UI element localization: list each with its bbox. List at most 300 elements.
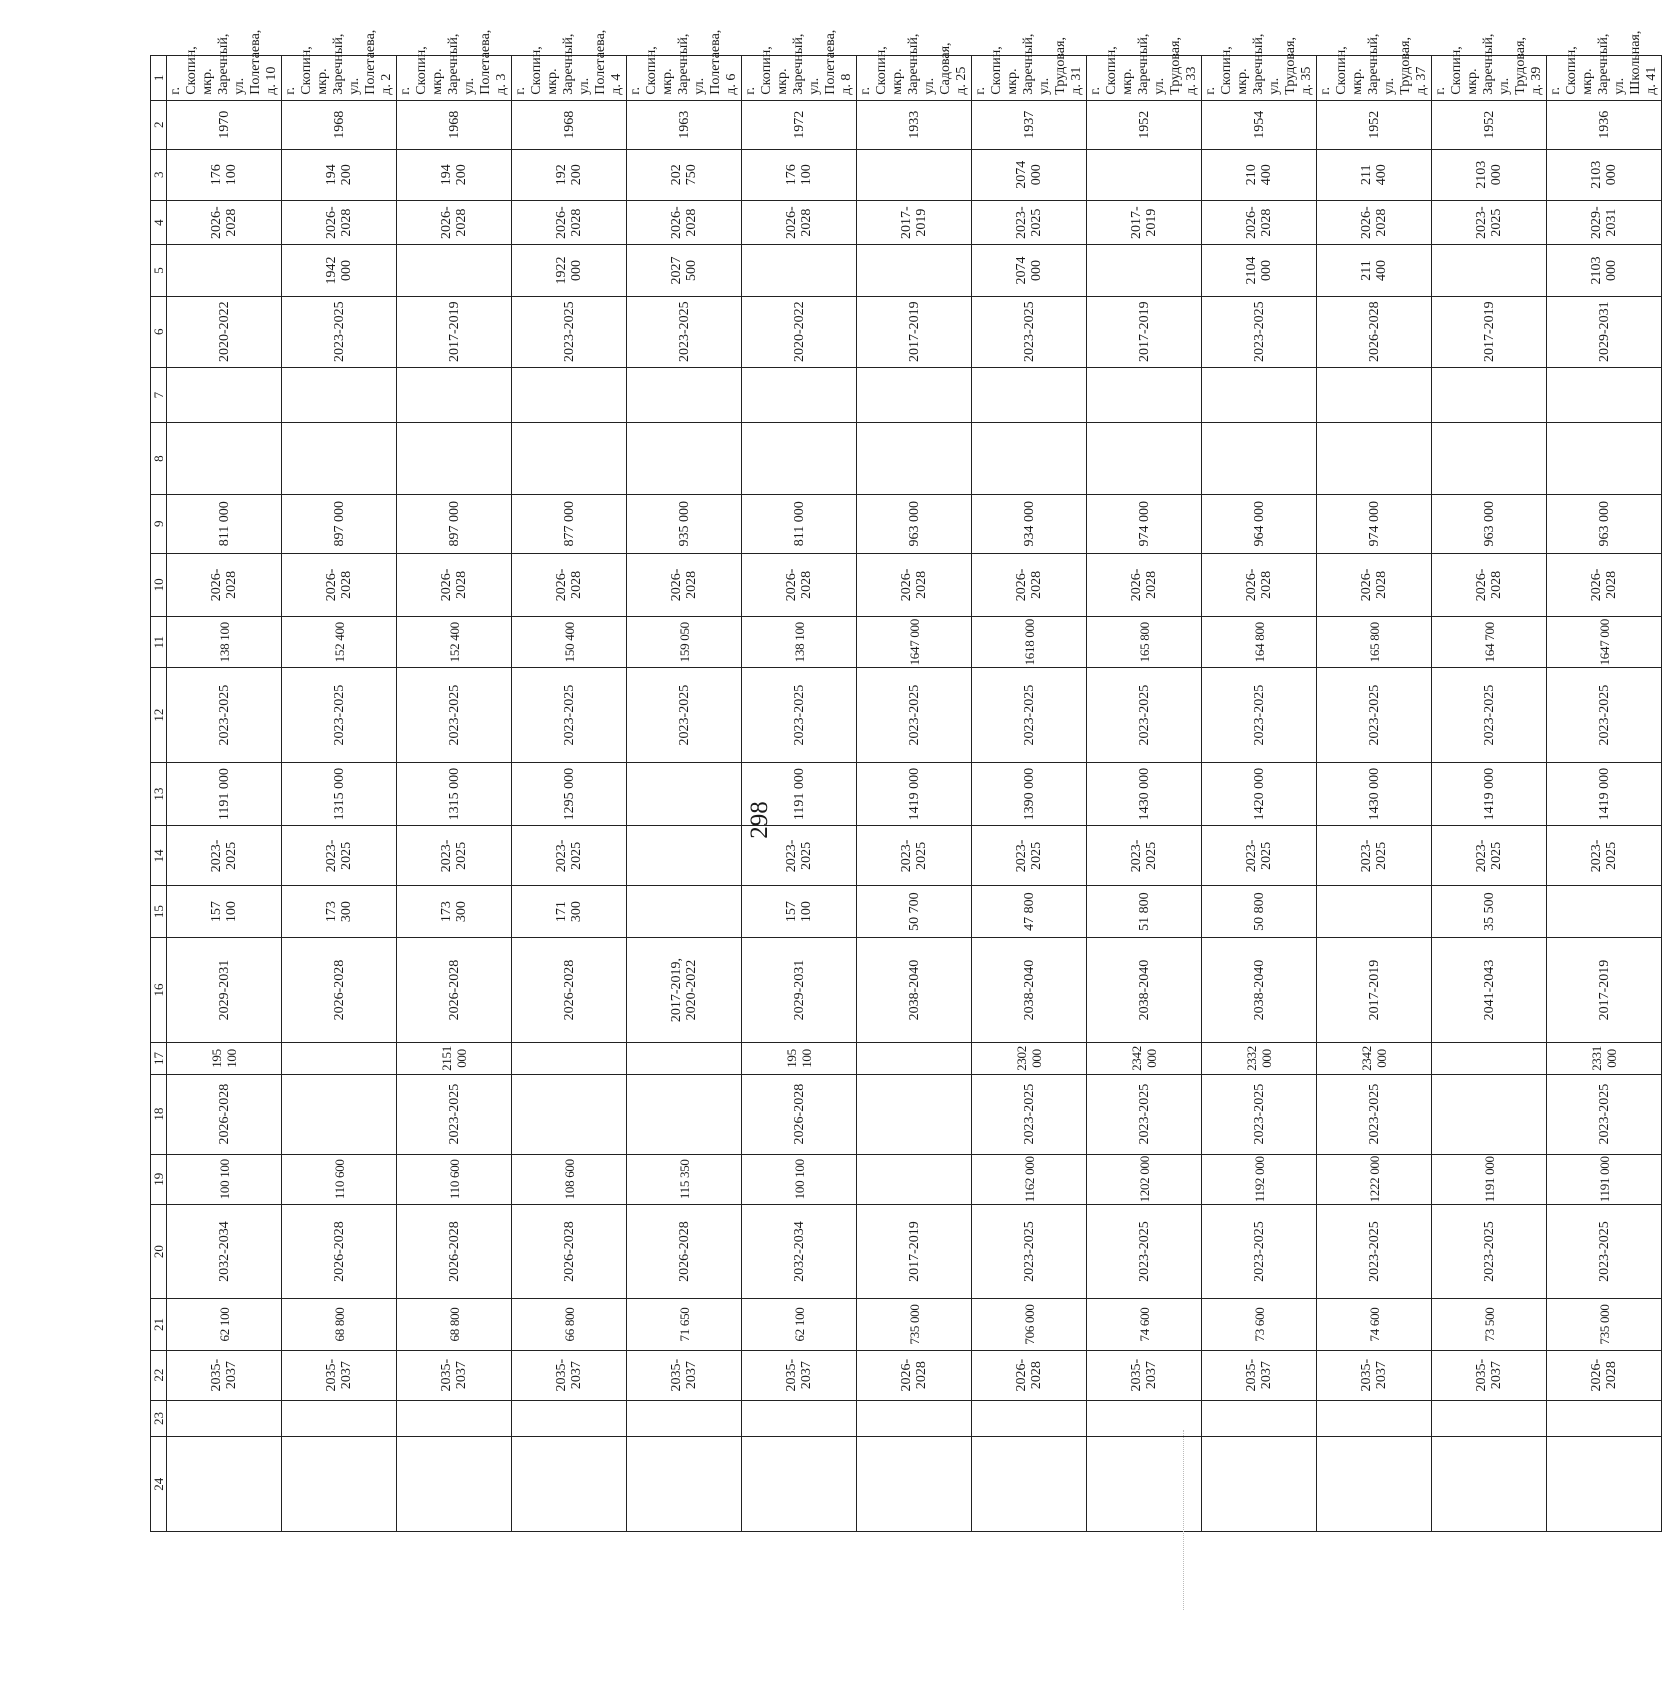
column-number: 19	[151, 1154, 167, 1204]
cell-col-13: 1430 000	[1087, 762, 1202, 825]
cell-col-4: 2026-2028	[627, 200, 742, 245]
cell-col-4: 2026-2028	[282, 200, 397, 245]
cell-col-10: 2026-2028	[742, 553, 857, 616]
cell-col-23	[1202, 1400, 1317, 1437]
cell-col-11: 165 800	[1317, 617, 1432, 668]
cell-col-21: 68 800	[282, 1299, 397, 1350]
cell-col-14: 2023-2025	[1432, 826, 1547, 886]
cell-col-6: 2023-2025	[282, 296, 397, 367]
cell-col-13	[627, 762, 742, 825]
cell-col-24	[512, 1437, 627, 1532]
cell-col-5	[742, 245, 857, 296]
cell-col-3: 192 200	[512, 149, 627, 200]
table-row	[742, 56, 857, 1532]
column-number: 1	[151, 56, 167, 101]
cell-col-22: 2035-2037	[1317, 1350, 1432, 1400]
cell-col-24	[742, 1437, 857, 1532]
cell-col-10: 2026-2028	[627, 553, 742, 616]
cell-col-13: 1419 000	[1547, 762, 1662, 825]
cell-col-17: 2331 000	[1547, 1043, 1662, 1074]
cell-col-10: 2026-2028	[1317, 553, 1432, 616]
column-number: 10	[151, 553, 167, 616]
cell-col-2: 1937	[972, 100, 1087, 149]
cell-col-20: 2026-2028	[282, 1204, 397, 1299]
cell-col-12: 2023-2025	[1547, 668, 1662, 763]
cell-col-18: 2023-2025	[1317, 1074, 1432, 1154]
cell-col-2: 1968	[512, 100, 627, 149]
cell-col-16: 2029-2031	[167, 937, 282, 1043]
cell-col-5	[1087, 245, 1202, 296]
cell-col-24	[972, 1437, 1087, 1532]
cell-col-13: 1430 000	[1317, 762, 1432, 825]
cell-col-20: 2023-2025	[1547, 1204, 1662, 1299]
cell-col-11: 150 400	[512, 617, 627, 668]
cell-col-8	[857, 423, 972, 494]
cell-col-16: 2038-2040	[1087, 937, 1202, 1043]
cell-col-6: 2023-2025	[1202, 296, 1317, 367]
cell-col-6: 2023-2025	[627, 296, 742, 367]
cell-col-6: 2017-2019	[397, 296, 512, 367]
cell-col-16: 2017-2019	[1317, 937, 1432, 1043]
cell-col-3: 211 400	[1317, 149, 1432, 200]
cell-col-8	[972, 423, 1087, 494]
cell-col-2: 1952	[1432, 100, 1547, 149]
cell-col-11: 1647 000	[857, 617, 972, 668]
cell-col-20: 2032-2034	[742, 1204, 857, 1299]
column-number: 4	[151, 200, 167, 245]
cell-col-17	[1432, 1043, 1547, 1074]
cell-col-5: 1942 000	[282, 245, 397, 296]
cell-col-9: 974 000	[1087, 494, 1202, 553]
table-row	[1317, 56, 1432, 1532]
cell-col-7	[742, 367, 857, 423]
cell-col-11: 138 100	[167, 617, 282, 668]
cell-col-3: 176 100	[167, 149, 282, 200]
table-row	[282, 56, 397, 1532]
cell-col-11: 152 400	[282, 617, 397, 668]
cell-col-19: 1202 000	[1087, 1154, 1202, 1204]
column-number: 15	[151, 886, 167, 937]
cell-col-12: 2023-2025	[857, 668, 972, 763]
cell-col-12: 2023-2025	[167, 668, 282, 763]
column-number: 12	[151, 668, 167, 763]
cell-col-20: 2023-2025	[1317, 1204, 1432, 1299]
cell-col-8	[167, 423, 282, 494]
address-cell: г. Скопин, мкр. Заречный, ул. Школьная, д. 41	[1547, 56, 1662, 101]
cell-col-13: 1315 000	[282, 762, 397, 825]
rotated-table-container	[150, 29, 1659, 1532]
address-cell: г. Скопин, мкр. Заречный, ул. Полетаева, д. 8	[742, 56, 857, 101]
cell-col-13: 1419 000	[1432, 762, 1547, 825]
column-number: 21	[151, 1299, 167, 1350]
cell-col-9: 963 000	[1547, 494, 1662, 553]
address-cell: г. Скопин, мкр. Заречный, ул. Полетаева, д. 4	[512, 56, 627, 101]
cell-col-23	[167, 1400, 282, 1437]
cell-col-19: 1191 000	[1547, 1154, 1662, 1204]
cell-col-23	[282, 1400, 397, 1437]
cell-col-12: 2023-2025	[742, 668, 857, 763]
cell-col-6: 2026-2028	[1317, 296, 1432, 367]
column-number: 23	[151, 1400, 167, 1437]
cell-col-4: 2026-2028	[512, 200, 627, 245]
cell-col-8	[397, 423, 512, 494]
cell-col-8	[1087, 423, 1202, 494]
cell-col-22: 2035-2037	[627, 1350, 742, 1400]
cell-col-16: 2038-2040	[1202, 937, 1317, 1043]
cell-col-14: 2023-2025	[1547, 826, 1662, 886]
cell-col-24	[282, 1437, 397, 1532]
cell-col-21: 73 600	[1202, 1299, 1317, 1350]
column-number: 16	[151, 937, 167, 1043]
cell-col-18: 2023-2025	[397, 1074, 512, 1154]
cell-col-7	[512, 367, 627, 423]
cell-col-21: 73 500	[1432, 1299, 1547, 1350]
cell-col-24	[397, 1437, 512, 1532]
column-number: 6	[151, 296, 167, 367]
cell-col-8	[1317, 423, 1432, 494]
cell-col-11: 138 100	[742, 617, 857, 668]
cell-col-22: 2035-2037	[397, 1350, 512, 1400]
column-number: 17	[151, 1043, 167, 1074]
column-number: 2	[151, 100, 167, 149]
address-cell: г. Скопин, мкр. Заречный, ул. Трудовая, д. 39	[1432, 56, 1547, 101]
cell-col-15: 35 500	[1432, 886, 1547, 937]
cell-col-22: 2035-2037	[282, 1350, 397, 1400]
cell-col-18: 2023-2025	[1087, 1074, 1202, 1154]
cell-col-12: 2023-2025	[1317, 668, 1432, 763]
cell-col-19: 110 600	[397, 1154, 512, 1204]
cell-col-3: 210 400	[1202, 149, 1317, 200]
cell-col-15: 50 800	[1202, 886, 1317, 937]
cell-col-3	[1087, 149, 1202, 200]
cell-col-22: 2035-2037	[1202, 1350, 1317, 1400]
cell-col-6: 2023-2025	[972, 296, 1087, 367]
cell-col-20: 2017-2019	[857, 1204, 972, 1299]
cell-col-21: 706 000	[972, 1299, 1087, 1350]
cell-col-11: 159 050	[627, 617, 742, 668]
cell-col-22: 2026-2028	[857, 1350, 972, 1400]
cell-col-14: 2023-2025	[397, 826, 512, 886]
cell-col-17: 195 100	[742, 1043, 857, 1074]
cell-col-5: 2103 000	[1547, 245, 1662, 296]
cell-col-8	[1432, 423, 1547, 494]
cell-col-2: 1968	[282, 100, 397, 149]
column-number: 13	[151, 762, 167, 825]
cell-col-17	[857, 1043, 972, 1074]
cell-col-6: 2020-2022	[742, 296, 857, 367]
cell-col-12: 2023-2025	[397, 668, 512, 763]
cell-col-16: 2029-2031	[742, 937, 857, 1043]
cell-col-18: 2023-2025	[1202, 1074, 1317, 1154]
cell-col-20: 2023-2025	[972, 1204, 1087, 1299]
cell-col-4: 2017-2019	[857, 200, 972, 245]
cell-col-4: 2023-2025	[1432, 200, 1547, 245]
cell-col-19: 108 600	[512, 1154, 627, 1204]
cell-col-6: 2020-2022	[167, 296, 282, 367]
address-cell: г. Скопин, мкр. Заречный, ул. Трудовая, д. 37	[1317, 56, 1432, 101]
column-number: 22	[151, 1350, 167, 1400]
cell-col-19: 100 100	[742, 1154, 857, 1204]
table-row	[512, 56, 627, 1532]
cell-col-12: 2023-2025	[282, 668, 397, 763]
cell-col-8	[627, 423, 742, 494]
cell-col-21: 62 100	[742, 1299, 857, 1350]
column-number: 18	[151, 1074, 167, 1154]
cell-col-20: 2026-2028	[627, 1204, 742, 1299]
cell-col-21: 62 100	[167, 1299, 282, 1350]
cell-col-2: 1952	[1317, 100, 1432, 149]
cell-col-4: 2029-2031	[1547, 200, 1662, 245]
cell-col-7	[857, 367, 972, 423]
cell-col-9: 811 000	[167, 494, 282, 553]
cell-col-22: 2035-2037	[742, 1350, 857, 1400]
cell-col-7	[1317, 367, 1432, 423]
cell-col-10: 2026-2028	[1202, 553, 1317, 616]
cell-col-21: 74 600	[1317, 1299, 1432, 1350]
cell-col-19: 100 100	[167, 1154, 282, 1204]
cell-col-11: 165 800	[1087, 617, 1202, 668]
cell-col-24	[1547, 1437, 1662, 1532]
cell-col-7	[1432, 367, 1547, 423]
cell-col-5: 2104 000	[1202, 245, 1317, 296]
cell-col-4: 2017-2019	[1087, 200, 1202, 245]
cell-col-17	[282, 1043, 397, 1074]
cell-col-23	[972, 1400, 1087, 1437]
cell-col-12: 2023-2025	[972, 668, 1087, 763]
cell-col-15: 171 300	[512, 886, 627, 937]
cell-col-18: 2026-2028	[167, 1074, 282, 1154]
cell-col-14: 2023-2025	[1087, 826, 1202, 886]
cell-col-24	[1317, 1437, 1432, 1532]
cell-col-2: 1936	[1547, 100, 1662, 149]
cell-col-9: 963 000	[1432, 494, 1547, 553]
cell-col-9: 935 000	[627, 494, 742, 553]
cell-col-10: 2026-2028	[972, 553, 1087, 616]
cell-col-9: 897 000	[282, 494, 397, 553]
cell-col-10: 2026-2028	[857, 553, 972, 616]
cell-col-12: 2023-2025	[1087, 668, 1202, 763]
cell-col-5	[167, 245, 282, 296]
cell-col-23	[857, 1400, 972, 1437]
cell-col-14: 2023-2025	[512, 826, 627, 886]
table-row	[1547, 56, 1662, 1532]
cell-col-9: 934 000	[972, 494, 1087, 553]
cell-col-15: 173 300	[282, 886, 397, 937]
cell-col-20: 2023-2025	[1202, 1204, 1317, 1299]
column-number: 3	[151, 149, 167, 200]
cell-col-8	[1547, 423, 1662, 494]
cell-col-16: 2026-2028	[397, 937, 512, 1043]
cell-col-21: 735 000	[857, 1299, 972, 1350]
cell-col-2: 1968	[397, 100, 512, 149]
cell-col-22: 2026-2028	[1547, 1350, 1662, 1400]
cell-col-22: 2035-2037	[167, 1350, 282, 1400]
cell-col-2: 1963	[627, 100, 742, 149]
cell-col-13: 1419 000	[857, 762, 972, 825]
cell-col-19: 1222 000	[1317, 1154, 1432, 1204]
cell-col-18: 2026-2028	[742, 1074, 857, 1154]
cell-col-17: 195 100	[167, 1043, 282, 1074]
cell-col-2: 1933	[857, 100, 972, 149]
cell-col-23	[512, 1400, 627, 1437]
cell-col-9: 964 000	[1202, 494, 1317, 553]
cell-col-3: 176 100	[742, 149, 857, 200]
cell-col-16: 2041-2043	[1432, 937, 1547, 1043]
cell-col-11: 164 700	[1432, 617, 1547, 668]
cell-col-5: 2027 500	[627, 245, 742, 296]
cell-col-22: 2026-2028	[972, 1350, 1087, 1400]
cell-col-17	[512, 1043, 627, 1074]
cell-col-15: 157 100	[167, 886, 282, 937]
cell-col-22: 2035-2037	[1432, 1350, 1547, 1400]
cell-col-14: 2023-2025	[1202, 826, 1317, 886]
cell-col-4: 2023-2025	[972, 200, 1087, 245]
cell-col-8	[742, 423, 857, 494]
cell-col-23	[1432, 1400, 1547, 1437]
cell-col-12: 2023-2025	[512, 668, 627, 763]
cell-col-20: 2023-2025	[1087, 1204, 1202, 1299]
cell-col-20: 2023-2025	[1432, 1204, 1547, 1299]
cell-col-6: 2029-2031	[1547, 296, 1662, 367]
cell-col-10: 2026-2028	[512, 553, 627, 616]
cell-col-16: 2017-2019, 2020-2022	[627, 937, 742, 1043]
cell-col-5: 2074 000	[972, 245, 1087, 296]
cell-col-10: 2026-2028	[397, 553, 512, 616]
cell-col-10: 2026-2028	[167, 553, 282, 616]
cell-col-7	[1087, 367, 1202, 423]
data-table	[150, 29, 1662, 1532]
cell-col-17: 2342 000	[1317, 1043, 1432, 1074]
cell-col-21: 68 800	[397, 1299, 512, 1350]
cell-col-15: 173 300	[397, 886, 512, 937]
cell-col-7	[1547, 367, 1662, 423]
cell-col-22: 2035-2037	[512, 1350, 627, 1400]
address-cell: г. Скопин, мкр. Заречный, ул. Трудовая, д. 31	[972, 56, 1087, 101]
cell-col-3: 2074 000	[972, 149, 1087, 200]
cell-col-21: 74 600	[1087, 1299, 1202, 1350]
column-number: 8	[151, 423, 167, 494]
cell-col-17: 2151 000	[397, 1043, 512, 1074]
cell-col-14: 2023-2025	[282, 826, 397, 886]
cell-col-14	[627, 826, 742, 886]
cell-col-12: 2023-2025	[1202, 668, 1317, 763]
cell-col-10: 2026-2028	[1432, 553, 1547, 616]
cell-col-17: 2332 000	[1202, 1043, 1317, 1074]
cell-col-16: 2026-2028	[282, 937, 397, 1043]
column-number: 7	[151, 367, 167, 423]
cell-col-11: 164 800	[1202, 617, 1317, 668]
cell-col-2: 1952	[1087, 100, 1202, 149]
cell-col-7	[972, 367, 1087, 423]
cell-col-9: 963 000	[857, 494, 972, 553]
cell-col-21: 71 650	[627, 1299, 742, 1350]
cell-col-17	[627, 1043, 742, 1074]
cell-col-16: 2038-2040	[857, 937, 972, 1043]
address-cell: г. Скопин, мкр. Заречный, ул. Полетаева, д. 6	[627, 56, 742, 101]
cell-col-15	[1317, 886, 1432, 937]
cell-col-15: 50 700	[857, 886, 972, 937]
cell-col-18	[512, 1074, 627, 1154]
cell-col-4: 2026-2028	[167, 200, 282, 245]
cell-col-16: 2026-2028	[512, 937, 627, 1043]
cell-col-2: 1954	[1202, 100, 1317, 149]
address-cell: г. Скопин, мкр. Заречный, ул. Полетаева, д. 3	[397, 56, 512, 101]
column-number: 14	[151, 826, 167, 886]
cell-col-9: 811 000	[742, 494, 857, 553]
cell-col-18	[282, 1074, 397, 1154]
address-cell: г. Скопин, мкр. Заречный, ул. Трудовая, д. 33	[1087, 56, 1202, 101]
table-row	[972, 56, 1087, 1532]
cell-col-10: 2026-2028	[282, 553, 397, 616]
cell-col-20: 2026-2028	[512, 1204, 627, 1299]
cell-col-17: 2302 000	[972, 1043, 1087, 1074]
cell-col-2: 1972	[742, 100, 857, 149]
column-number: 9	[151, 494, 167, 553]
header-row	[151, 56, 167, 1532]
cell-col-6: 2017-2019	[857, 296, 972, 367]
page-number: 298	[746, 801, 773, 839]
cell-col-4: 2026-2028	[742, 200, 857, 245]
cell-col-15: 51 800	[1087, 886, 1202, 937]
cell-col-7	[167, 367, 282, 423]
cell-col-6: 2023-2025	[512, 296, 627, 367]
cell-col-18	[1432, 1074, 1547, 1154]
cell-col-2: 1970	[167, 100, 282, 149]
cell-col-14: 2023-2025	[857, 826, 972, 886]
cell-col-7	[627, 367, 742, 423]
cell-col-11: 152 400	[397, 617, 512, 668]
cell-col-8	[282, 423, 397, 494]
cell-col-14: 2023-2025	[167, 826, 282, 886]
cell-col-21: 735 000	[1547, 1299, 1662, 1350]
cell-col-13: 1191 000	[742, 762, 857, 825]
column-number: 11	[151, 617, 167, 668]
cell-col-17: 2342 000	[1087, 1043, 1202, 1074]
table-row	[857, 56, 972, 1532]
cell-col-23	[397, 1400, 512, 1437]
cell-col-5: 211 400	[1317, 245, 1432, 296]
cell-col-14: 2023-2025	[1317, 826, 1432, 886]
cell-col-18	[857, 1074, 972, 1154]
cell-col-19: 115 350	[627, 1154, 742, 1204]
cell-col-8	[512, 423, 627, 494]
cell-col-19: 1191 000	[1432, 1154, 1547, 1204]
cell-col-3: 194 200	[397, 149, 512, 200]
address-cell: г. Скопин, мкр. Заречный, ул. Садовая, д. 25	[857, 56, 972, 101]
cell-col-18	[627, 1074, 742, 1154]
cell-col-24	[857, 1437, 972, 1532]
cell-col-15: 47 800	[972, 886, 1087, 937]
cell-col-24	[1202, 1437, 1317, 1532]
cell-col-13: 1191 000	[167, 762, 282, 825]
cell-col-19	[857, 1154, 972, 1204]
cell-col-3	[857, 149, 972, 200]
cell-col-13: 1295 000	[512, 762, 627, 825]
cell-col-23	[1317, 1400, 1432, 1437]
address-cell: г. Скопин, мкр. Заречный, ул. Полетаева, д. 10	[167, 56, 282, 101]
cell-col-7	[282, 367, 397, 423]
table-row	[397, 56, 512, 1532]
cell-col-21: 66 800	[512, 1299, 627, 1350]
table-row	[1202, 56, 1317, 1532]
cell-col-3: 2103 000	[1432, 149, 1547, 200]
cell-col-4: 2026-2028	[397, 200, 512, 245]
cell-col-20: 2026-2028	[397, 1204, 512, 1299]
cell-col-9: 877 000	[512, 494, 627, 553]
cell-col-19: 1162 000	[972, 1154, 1087, 1204]
cell-col-19: 110 600	[282, 1154, 397, 1204]
address-cell: г. Скопин, мкр. Заречный, ул. Полетаева, д. 2	[282, 56, 397, 101]
